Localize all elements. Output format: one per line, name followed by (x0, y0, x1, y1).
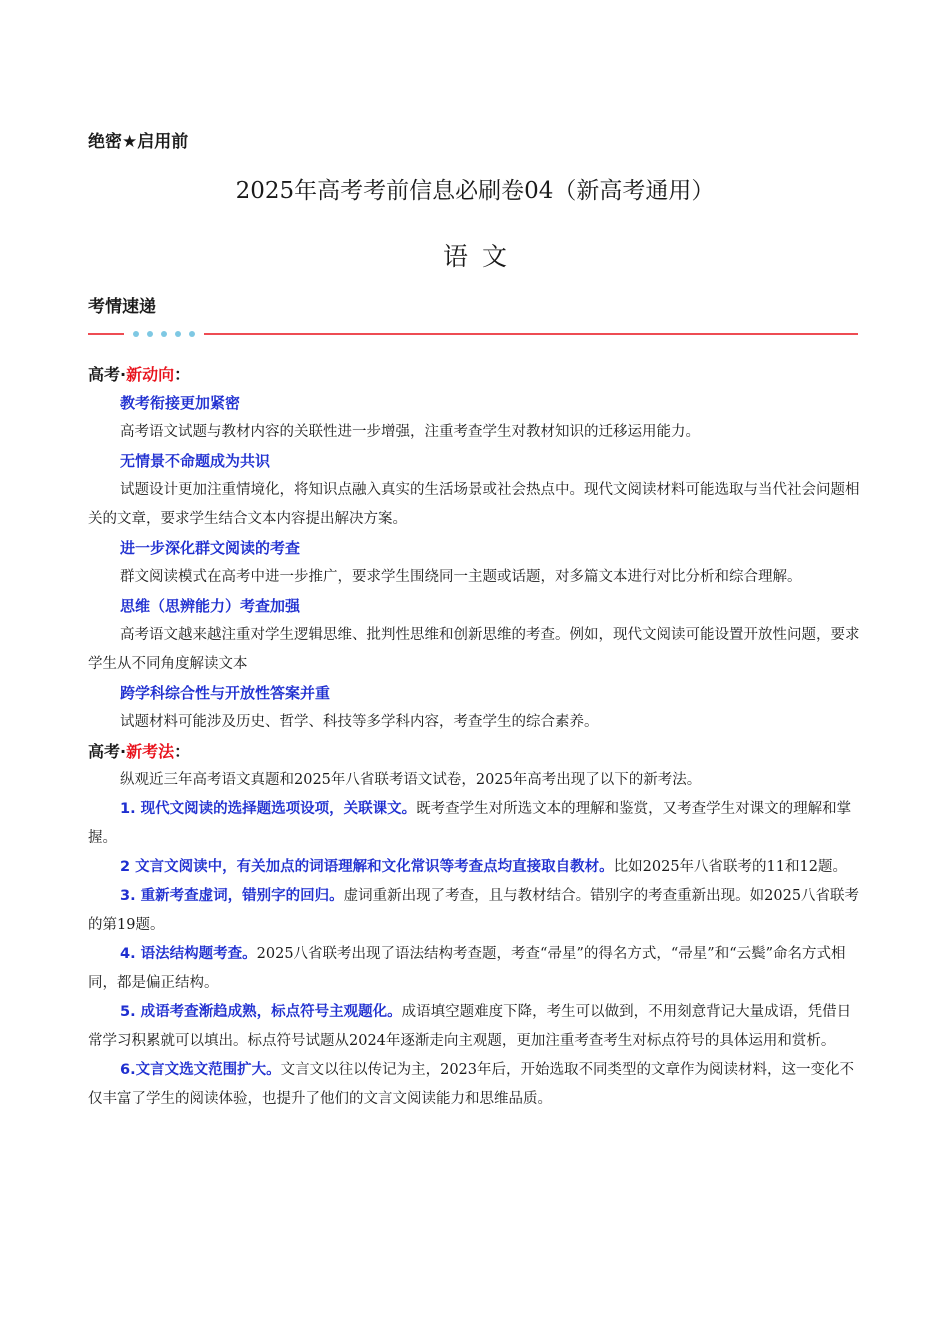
label-prefix: 高考· (88, 742, 127, 761)
trend-text: 试题材料可能涉及历史、哲学、科技等多学科内容，考查学生的综合素养。 (120, 714, 599, 730)
trend-title: 思维（思辨能力）考查加强 (120, 597, 301, 615)
trend-text: 试题设计更加注重情境化，将知识点融入真实的生活场景或社会热点中。现代文阅读材料可能选取与当代社会问题相关的文章，要求学生结合文本内容提出解决方案。 (88, 482, 860, 527)
methods-intro: 纵观近三年高考语文真题和2025年八省联考语文试卷，2025年高考出现了以下的新考法。 (120, 772, 702, 788)
trend-text: 高考语文试题与教材内容的关联性进一步增强，注重考查学生对教材知识的迁移运用能力。 (120, 424, 700, 440)
divider-dot (189, 331, 195, 337)
label-highlight: 新动向 (126, 365, 175, 384)
new-methods-label (88, 737, 862, 766)
method-bold: 5. 成语考查渐趋成熟，标点符号主观题化。 (120, 1004, 402, 1020)
trend-title: 教考衔接更加紧密 (120, 394, 241, 412)
method-item (88, 998, 862, 1056)
content-body (88, 360, 862, 1114)
method-item (88, 853, 862, 882)
new-trends-label (88, 360, 862, 389)
divider-dot (133, 331, 139, 337)
method-text: 既考查学生对所选文本的理解和鉴赏，又考查学生对课文的理解和掌握。 (88, 801, 852, 846)
method-bold: 4. 语法结构题考查。 (120, 946, 257, 962)
section-divider (88, 324, 858, 344)
method-text: 比如2025年八省联考的11和12题。 (613, 859, 847, 875)
label-suffix: ： (174, 742, 191, 761)
exam-title: 2025年高考考前信息必刷卷04（新高考通用） (235, 178, 715, 204)
method-item (88, 1056, 862, 1114)
method-text: 虚词重新出现了考查，且与教材结合。错别字的考查重新出现。如2025八省联考的第19题。 (88, 888, 860, 933)
method-item (88, 940, 862, 998)
trend-title: 无情景不命题成为共识 (120, 452, 271, 470)
method-bold: 3. 重新考查虚词，错别字的回归。 (120, 888, 344, 904)
subject-title: 语文 (442, 242, 521, 271)
trend-title: 进一步深化群文阅读的考查 (120, 539, 301, 557)
method-item (88, 795, 862, 853)
trend-text: 群文阅读模式在高考中进一步推广，要求学生围绕同一主题或话题，对多篇文本进行对比分析和综合理解。 (120, 569, 802, 585)
method-text: 2025八省联考出现了语法结构考查题，考查“帚星”的得名方式，“帚星”和“云鬓”命名方式相同，都是偏正结构。 (88, 946, 846, 991)
method-text: 成语填空题难度下降，考生可以做到，不用刻意背记大量成语，凭借日常学习积累就可以填出。标点符号试题从2024年逐渐走向主观题，更加注重考查考生对标点符号的具体运用和赏析。 (88, 1004, 852, 1049)
trend-title: 跨学科综合性与开放性答案并重 (120, 684, 331, 702)
label-suffix: ： (174, 365, 191, 384)
divider-dot (161, 331, 167, 337)
divider-dot (147, 331, 153, 337)
confidential-mark: 绝密★启用前 (88, 132, 189, 152)
divider-dot (175, 331, 181, 337)
section-heading: 考情速递 (88, 297, 156, 317)
method-bold: 6.文言文选文范围扩大。 (120, 1062, 281, 1078)
method-bold: 2 文言文阅读中，有关加点的词语理解和文化常识等考查点均直接取自教材。 (120, 859, 614, 875)
trend-text: 高考语文越来越注重对学生逻辑思维、批判性思维和创新思维的考查。例如，现代文阅读可能设置开放性问题，要求学生从不同角度解读文本 (88, 627, 860, 672)
method-item (88, 882, 862, 940)
label-prefix: 高考· (88, 365, 127, 384)
label-highlight: 新考法 (126, 742, 175, 761)
method-text: 文言文以往以传记为主，2023年后，开始选取不同类型的文章作为阅读材料，这一变化不仅丰富了学生的阅读体验，也提升了他们的文言文阅读能力和思维品质。 (88, 1062, 855, 1107)
method-bold: 1. 现代文阅读的选择题选项设项，关联课文。 (120, 801, 417, 817)
